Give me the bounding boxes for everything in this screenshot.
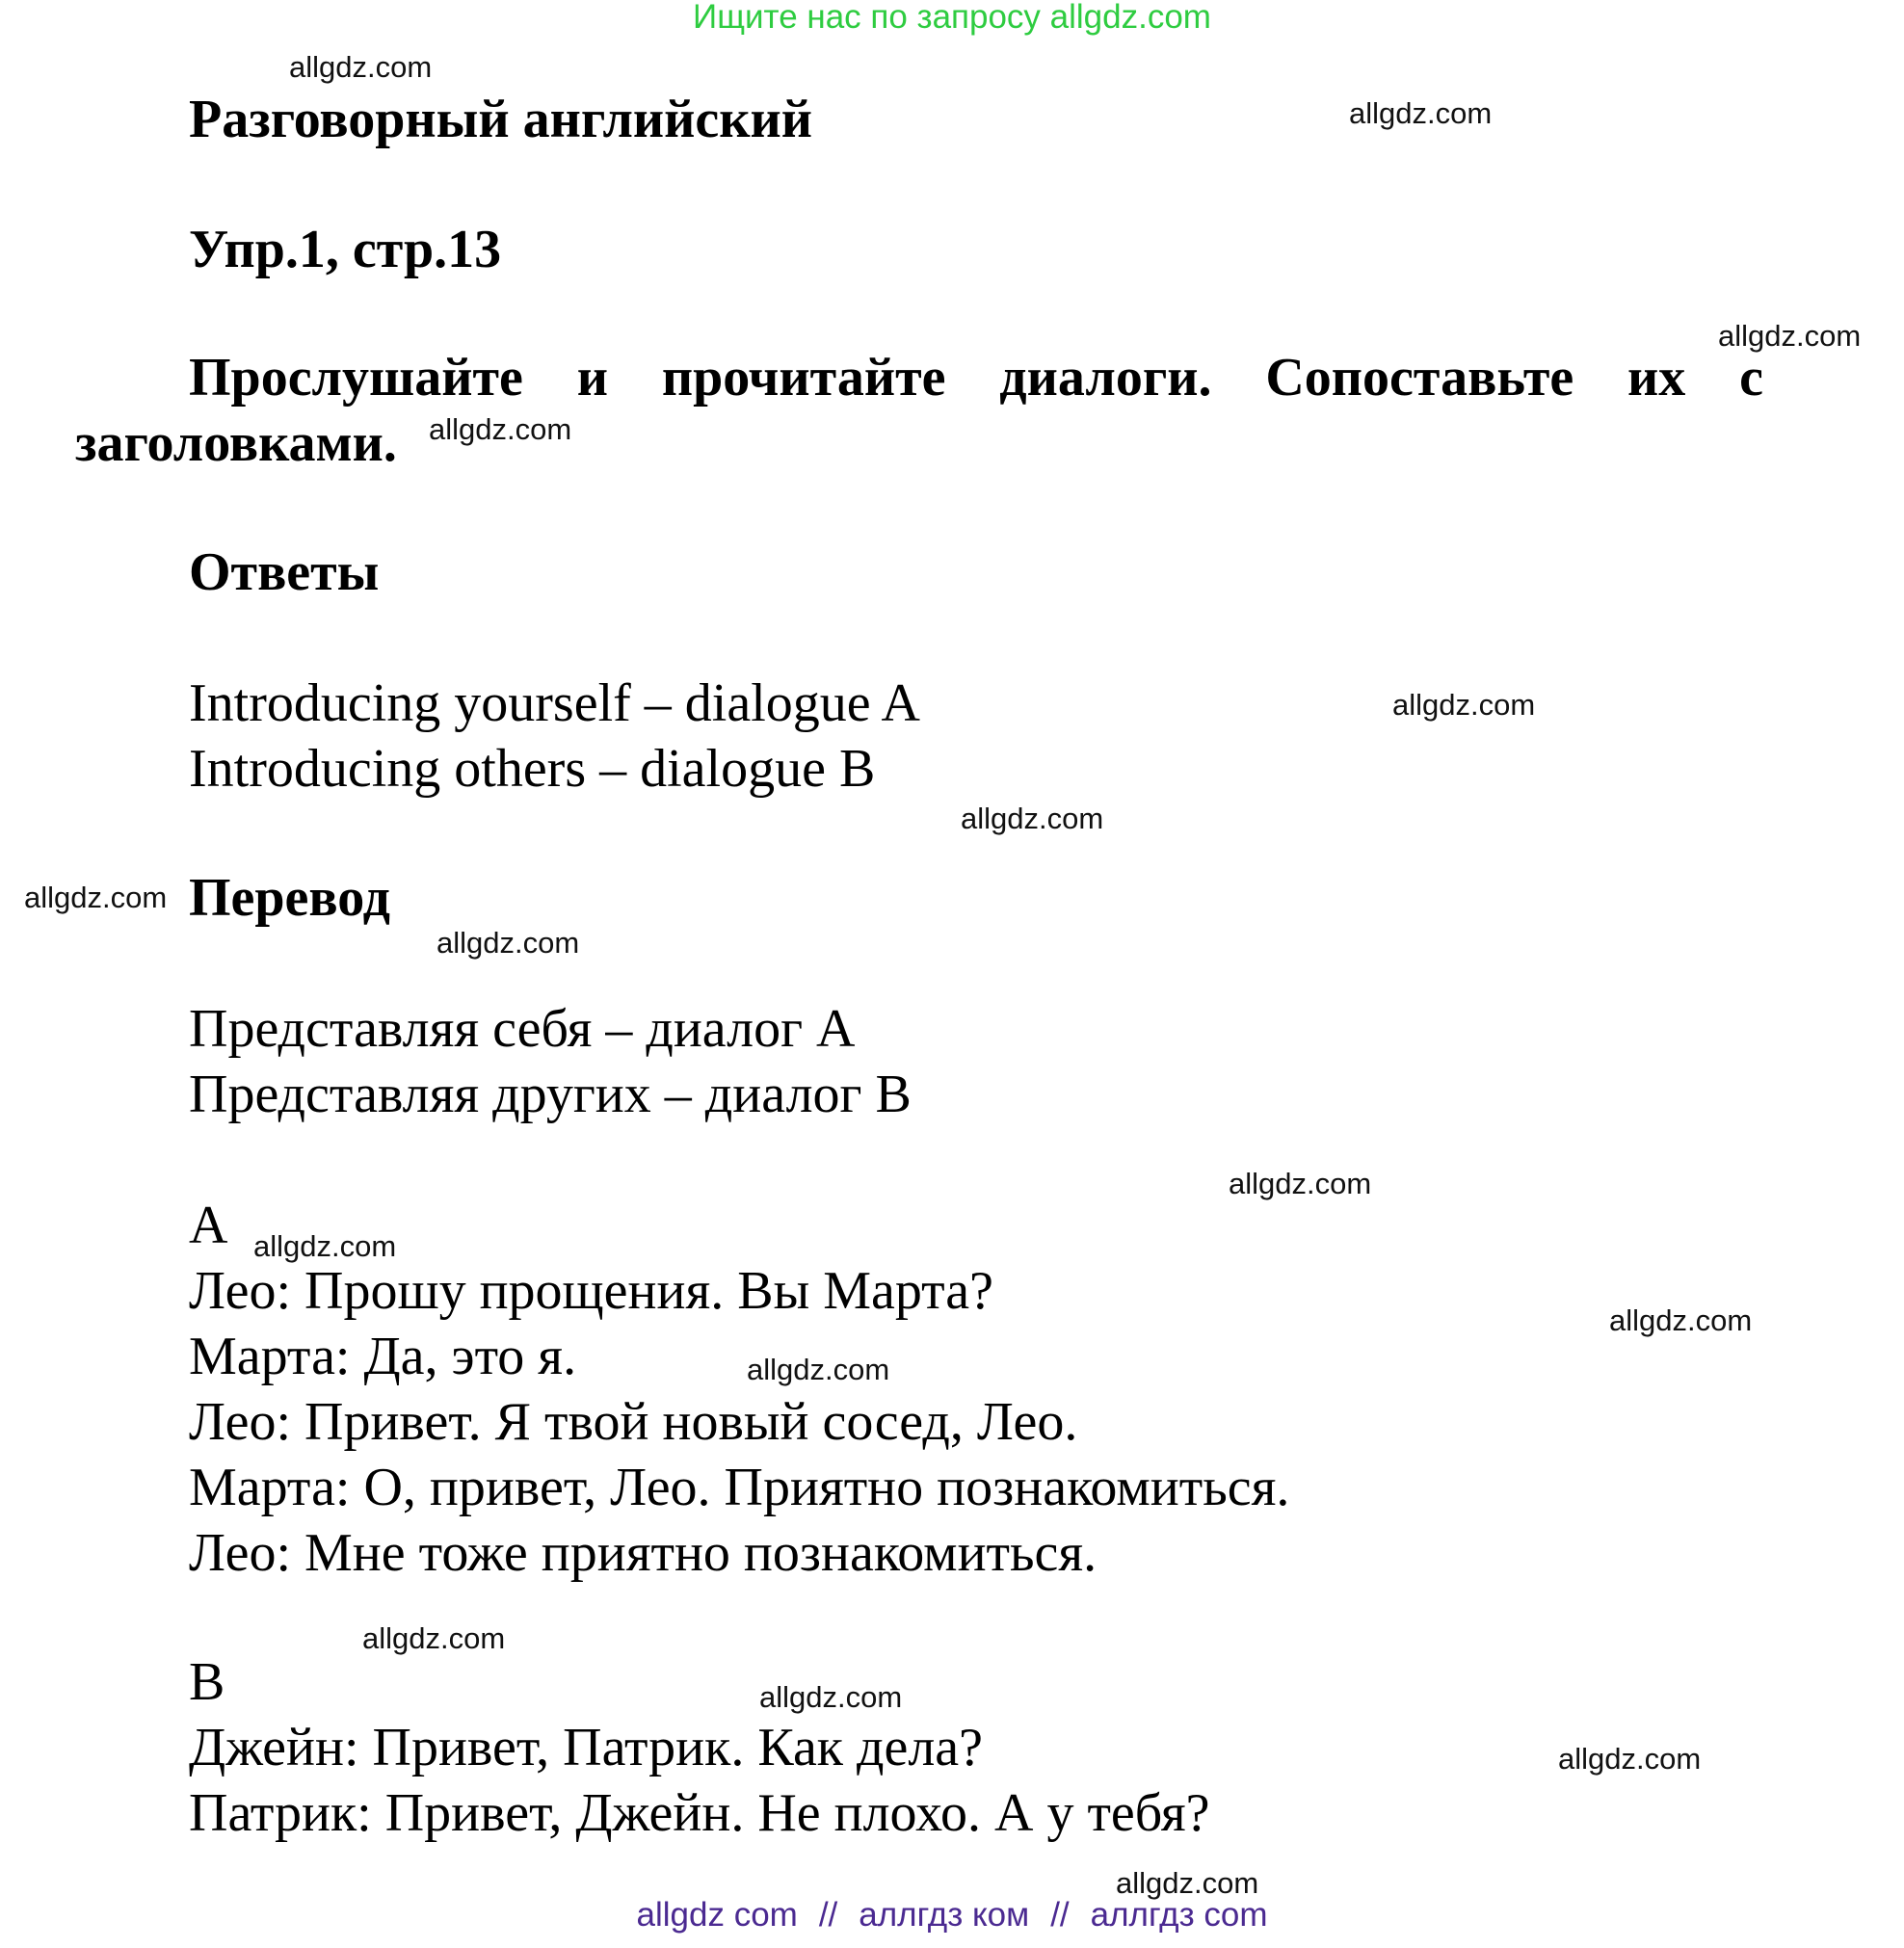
watermark: allgdz.com (1558, 1742, 1702, 1776)
watermark: allgdz.com (1229, 1167, 1372, 1200)
footer-part: аллгдз com (1090, 1896, 1268, 1934)
page-title: Разговорный английский (189, 90, 813, 149)
top-banner: Ищите нас по запросу allgdz.com (693, 0, 1211, 36)
watermark: allgdz.com (1718, 319, 1862, 353)
footer-separator: // (818, 1896, 838, 1934)
watermark: allgdz.com (961, 802, 1104, 835)
exercise-instruction: Прослушайте и прочитайте диалоги. Сопоставьте их с заголовками. (75, 348, 1763, 473)
watermark: allgdz.com (429, 412, 572, 446)
footer-watermark (0, 1896, 1904, 1935)
watermark: allgdz.com (1609, 1303, 1753, 1337)
dialogue-line: Джейн: Привет, Патрик. Как дела? (189, 1718, 984, 1777)
dialogue-b-label: B (189, 1652, 225, 1712)
dialogue-line: Лео: Привет. Я твой новый сосед, Лео. (189, 1392, 1078, 1452)
watermark: allgdz.com (289, 50, 433, 84)
dialogue-a-label: A (189, 1196, 228, 1255)
translation-heading: Перевод (189, 868, 390, 928)
watermark: allgdz.com (1392, 688, 1536, 722)
exercise-reference: Упр.1, стр.13 (189, 220, 502, 279)
dialogue-line: Лео: Прошу прощения. Вы Марта? (189, 1261, 993, 1321)
watermark: allgdz.com (1349, 96, 1493, 130)
footer-separator: // (1050, 1896, 1070, 1934)
answer-line: Introducing others – dialogue B (189, 739, 876, 799)
answer-line: Introducing yourself – dialogue A (189, 673, 920, 733)
translation-line: Представляя себя – диалог A (189, 999, 856, 1059)
watermark: allgdz.com (1116, 1866, 1259, 1900)
watermark: allgdz.com (24, 881, 168, 914)
watermark: allgdz.com (747, 1353, 890, 1386)
dialogue-line: Марта: Да, это я. (189, 1327, 577, 1386)
dialogue-line: Марта: О, привет, Лео. Приятно познакомиться. (189, 1458, 1290, 1517)
watermark: allgdz.com (253, 1229, 397, 1263)
watermark: allgdz.com (362, 1621, 506, 1655)
dialogue-line: Патрик: Привет, Джейн. Не плохо. А у тебя? (189, 1783, 1210, 1843)
answers-heading: Ответы (189, 542, 380, 602)
watermark: allgdz.com (759, 1680, 903, 1714)
footer-part: аллгдз ком (859, 1896, 1030, 1934)
translation-line: Представляя других – диалог B (189, 1065, 912, 1124)
footer-part: allgdz com (636, 1896, 798, 1934)
dialogue-line: Лео: Мне тоже приятно познакомиться. (189, 1523, 1097, 1583)
watermark: allgdz.com (436, 926, 580, 960)
